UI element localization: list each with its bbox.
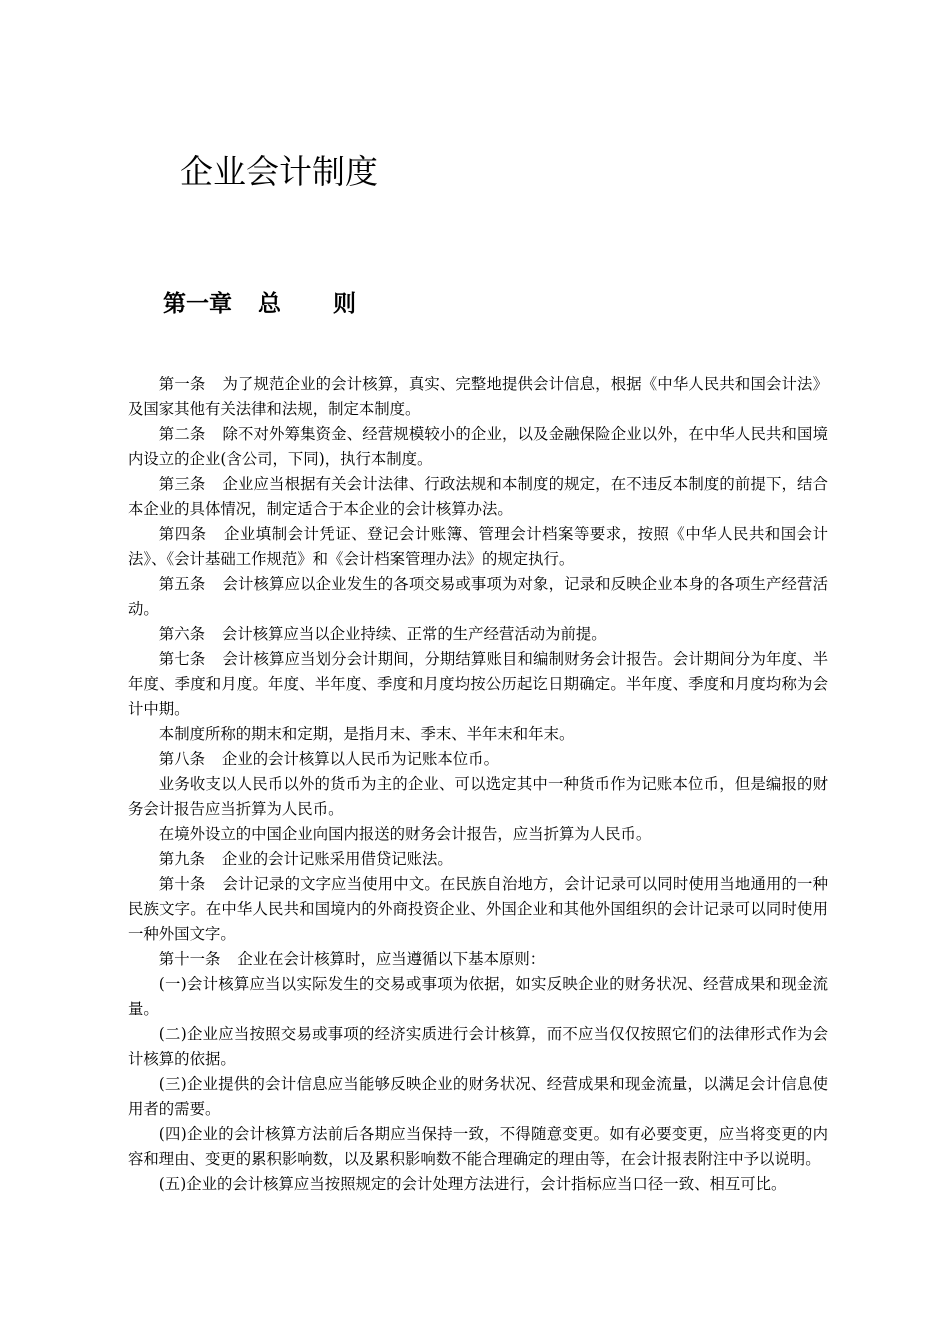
chapter-heading xyxy=(163,286,356,322)
paragraph xyxy=(128,722,828,747)
article-number: 第七条 xyxy=(158,650,206,668)
article-number: 第九条 xyxy=(158,850,205,868)
paragraph-text: 本制度所称的期末和定期，是指月末、季末、半年末和年末。 xyxy=(158,725,575,743)
chapter-label: 第一章 xyxy=(163,291,232,317)
chapter-name-part1: 总 xyxy=(258,291,281,317)
paragraph xyxy=(128,847,828,872)
paragraph xyxy=(128,622,828,647)
article-number: 第一条 xyxy=(158,375,206,393)
paragraph xyxy=(128,472,828,522)
paragraph xyxy=(128,1022,828,1072)
chapter-name-part2: 则 xyxy=(333,291,356,317)
paragraph-text: 会计核算应当以企业持续、正常的生产经营活动为前提。 xyxy=(221,625,607,643)
paragraph-text: 业务收支以人民币以外的货币为主的企业、可以选定其中一种货币作为记账本位币，但是编报的财务会计报告应当折算为人民币。 xyxy=(128,775,828,818)
paragraph-text: (三)企业提供的会计信息应当能够反映企业的财务状况、经营成果和现金流量，以满足会计信息使用者的需要。 xyxy=(128,1075,828,1118)
paragraph-text: (四)企业的会计核算方法前后各期应当保持一致，不得随意变更。如有必要变更，应当将变更的内容和理由、变更的累积影响数，以及累积影响数不能合理确定的理由等，在会计报表附注中予以说明。 xyxy=(128,1125,828,1168)
paragraph xyxy=(128,972,828,1022)
paragraph xyxy=(128,422,828,472)
paragraph xyxy=(128,522,828,572)
article-number: 第十条 xyxy=(158,875,206,893)
article-number: 第六条 xyxy=(158,625,205,643)
paragraph xyxy=(128,947,828,972)
article-number: 第二条 xyxy=(158,425,206,443)
article-number: 第八条 xyxy=(158,750,205,768)
paragraph-text: 企业应当根据有关会计法律、行政法规和本制度的规定，在不违反本制度的前提下，结合本企业的具体情况，制定适合于本企业的会计核算办法。 xyxy=(128,475,828,518)
paragraph-text: 在境外设立的中国企业向国内报送的财务会计报告，应当折算为人民币。 xyxy=(158,825,652,843)
paragraph xyxy=(128,1172,828,1197)
article-number: 第十一条 xyxy=(158,950,221,968)
paragraph-text: 企业在会计核算时，应当遵循以下基本原则： xyxy=(237,950,546,968)
paragraph xyxy=(128,572,828,622)
paragraph-text: 企业填制会计凭证、登记会计账簿、管理会计档案等要求，按照《中华人民共和国会计法》、《会计基础工作规范》和《会计档案管理办法》的规定执行。 xyxy=(128,525,828,568)
paragraph xyxy=(128,822,828,847)
paragraph-text: (五)企业的会计核算应当按照规定的会计处理方法进行，会计指标应当口径一致、相互可比。 xyxy=(158,1175,787,1193)
paragraph-text: (一)会计核算应当以实际发生的交易或事项为依据，如实反映企业的财务状况、经营成果和现金流量。 xyxy=(128,975,828,1018)
paragraph-text: 为了规范企业的会计核算，真实、完整地提供会计信息，根据《中华人民共和国会计法》及国家其他有关法律和法规，制定本制度。 xyxy=(128,375,828,418)
paragraph xyxy=(128,747,828,772)
paragraph xyxy=(128,372,828,422)
paragraph-text: 除不对外筹集资金、经营规模较小的企业，以及金融保险企业以外，在中华人民共和国境内设立的企业(含公司，下同)，执行本制度。 xyxy=(128,425,828,468)
paragraph-text: 会计核算应以企业发生的各项交易或事项为对象，记录和反映企业本身的各项生产经营活动。 xyxy=(128,575,828,618)
article-number: 第三条 xyxy=(158,475,206,493)
document-body xyxy=(128,372,828,1197)
article-number: 第五条 xyxy=(158,575,206,593)
paragraph-text: 企业的会计核算以人民币为记账本位币。 xyxy=(221,750,499,768)
paragraph xyxy=(128,1072,828,1122)
paragraph xyxy=(128,1122,828,1172)
paragraph xyxy=(128,647,828,722)
article-number: 第四条 xyxy=(158,525,207,543)
paragraph-text: 企业的会计记账采用借贷记账法。 xyxy=(221,850,453,868)
document-title: 企业会计制度 xyxy=(180,152,378,191)
paragraph xyxy=(128,772,828,822)
paragraph-text: 会计记录的文字应当使用中文。在民族自治地方，会计记录可以同时使用当地通用的一种民族文字。在中华人民共和国境内的外商投资企业、外国企业和其他外国组织的会计记录可以同时使用一种外国文字。 xyxy=(128,875,828,943)
paragraph-text: (二)企业应当按照交易或事项的经济实质进行会计核算，而不应当仅仅按照它们的法律形式作为会计核算的依据。 xyxy=(128,1025,828,1068)
paragraph xyxy=(128,872,828,947)
paragraph-text: 会计核算应当划分会计期间，分期结算账目和编制财务会计报告。会计期间分为年度、半年度、季度和月度。年度、半年度、季度和月度均按公历起讫日期确定。半年度、季度和月度均称为会计中期。 xyxy=(128,650,828,718)
